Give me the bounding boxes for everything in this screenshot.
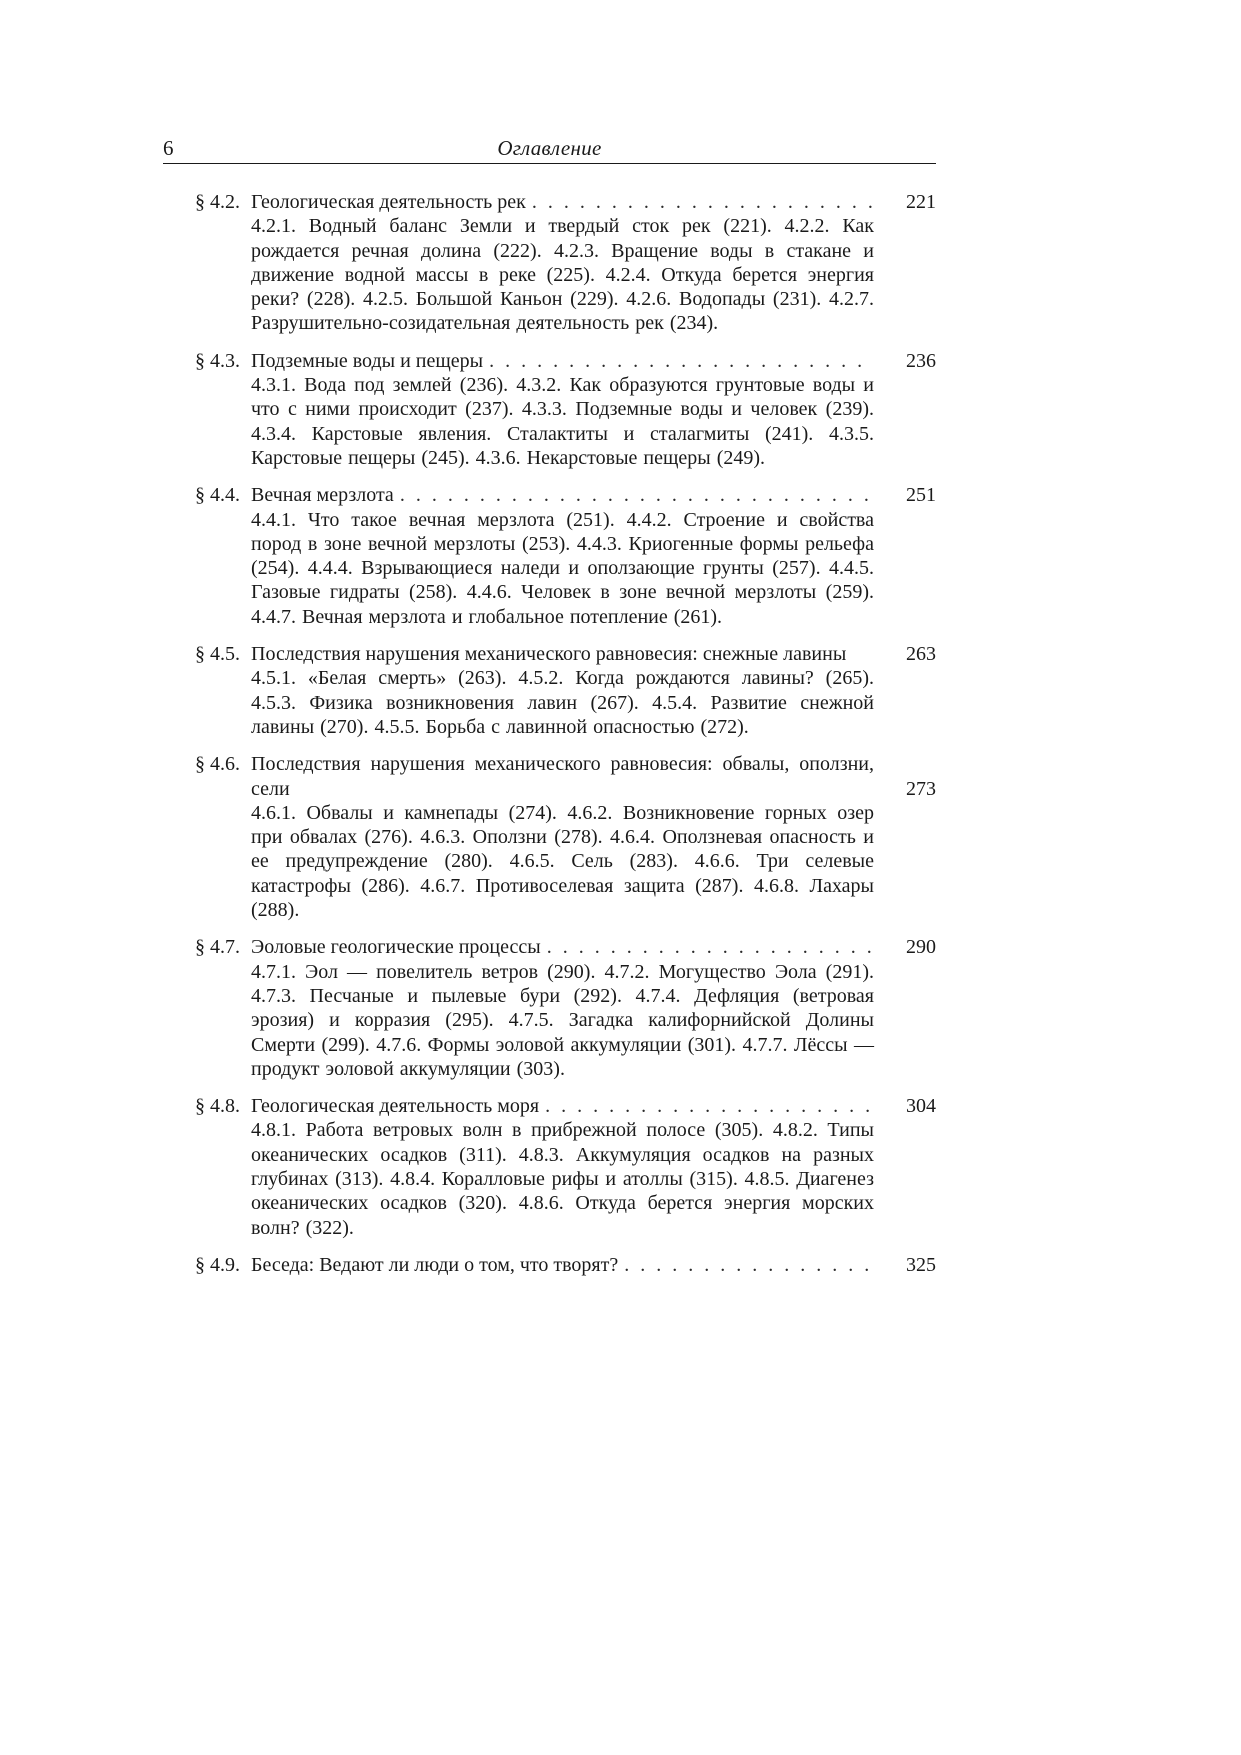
section-title-line[interactable] [251,483,936,507]
toc-entry-4-7 [195,935,936,1081]
dot-leader [532,190,874,214]
section-page: 263 [906,643,936,666]
dot-leader [545,1094,874,1118]
section-title-line[interactable] [251,752,936,801]
toc-entry-4-2 [195,190,936,336]
toc-entry-4-9 [195,1253,936,1277]
section-page: 304 [906,1095,936,1118]
toc-entry-4-3 [195,349,936,470]
section-title: Эоловые геологические процессы [251,936,541,959]
running-title: Оглавление [497,136,602,160]
subsection-list: 4.4.1. Что такое вечная мерзлота (251). 4.4.2. Строение и свойства пород в зоне вечной мерзлоты (253). 4.4.3. Криогенные формы рельефа (254). 4.4.4. Взрывающиеся наледи и оползающие грунты (257). 4.4.5. Газовые гидраты (258). 4.4.6. Человек в зоне вечной мерзлоты (259). 4.4.7. Вечная мерзлота и глобальное потепление (261). [251,508,874,628]
dot-leader [400,483,874,507]
section-title: Последствия нарушения механического равновесия: снежные лавины [251,643,847,666]
toc-entry-4-8 [195,1094,936,1240]
section-page: 290 [906,936,936,959]
dot-leader [624,1253,874,1277]
subsection-list: 4.5.1. «Белая смерть» (263). 4.5.2. Когда рождаются лавины? (265). 4.5.3. Физика возникновения лавин (267). 4.5.4. Развитие снежной лавины (270). 4.5.5. Борьба с лавинной опасностью (272). [251,667,874,738]
subsection-list: 4.6.1. Обвалы и камнепады (274). 4.6.2. Возникновение горных озер при обвалах (276). 4.6.3. Оползни (278). 4.6.4. Оползневая опасность и ее предупреждение (280). 4.6.5. Сель (283). 4.6.6. Три селевые катастрофы (286). 4.6.7. Противоселевая защита (287). 4.6.8. Лахары (288). [251,801,874,922]
toc-entry-4-6 [195,752,936,922]
section-page: 273 [906,777,936,800]
section-title: Беседа: Ведают ли люди о том, что творят? [251,1253,619,1276]
section-number: § 4.9. [195,1253,240,1276]
section-number: § 4.8. [195,1095,240,1118]
section-title-line[interactable] [251,642,936,666]
subsection-list: 4.7.1. Эол — повелитель ветров (290). 4.7.2. Могущество Эола (291). 4.7.3. Песчаные и пылевые бури (292). 4.7.4. Дефляция (ветровая эрозия) и корразия (295). 4.7.5. Загадка калифорнийской Долины Смерти (299). 4.7.6. Формы эоловой аккумуляции (301). 4.7.7. Лёссы — продукт эоловой аккумуляции (303). [251,960,874,1080]
section-page: 221 [906,191,936,213]
table-of-contents [195,190,936,1290]
running-header [163,133,936,164]
toc-entry-4-4 [195,483,936,629]
dot-leader [489,349,874,373]
page-number: 6 [163,136,174,160]
section-number: § 4.3. [195,349,240,372]
section-page: 236 [906,349,936,372]
subsection-list: 4.8.1. Работа ветровых волн в прибрежной полосе (305). 4.8.2. Типы океанических осадков (311). 4.8.3. Аккумуляция осадков на разных глубинах (313). 4.8.4. Коралловые рифы и атоллы (315). 4.8.5. Диагенез океанических осадков (320). 4.8.6. Откуда берется энергия морских волн? (322). [251,1119,874,1239]
dot-leader [547,935,874,959]
section-number: § 4.4. [195,484,240,507]
section-number: § 4.2. [195,191,240,213]
section-number: § 4.6. [195,753,240,776]
section-title: Последствия нарушения механического равновесия: обвалы, оползни, сели [251,753,874,800]
section-page: 325 [906,1253,936,1276]
section-title: Геологическая деятельность моря [251,1095,540,1118]
section-page: 251 [906,484,936,507]
section-title-line[interactable] [251,190,936,214]
section-number: § 4.5. [195,643,240,666]
section-title: Геологическая деятельность рек [251,191,526,213]
section-number: § 4.7. [195,936,240,959]
section-title-line[interactable] [251,1094,936,1118]
section-title: Подземные воды и пещеры [251,349,484,372]
section-title-line[interactable] [251,1253,936,1277]
subsection-list: 4.2.1. Водный баланс Земли и твердый сток рек (221). 4.2.2. Как рождается речная долина (222). 4.2.3. Вращение воды в стакане и движение водной массы в реке (225). 4.2.4. Откуда берется энергия реки? (228). 4.2.5. Большой Каньон (229). 4.2.6. Водопады (231). 4.2.7. Разрушительно-созидательная деятельность рек (234). [251,215,874,335]
section-title: Вечная мерзлота [251,484,394,507]
section-title-line[interactable] [251,349,936,373]
subsection-list: 4.3.1. Вода под землей (236). 4.3.2. Как образуются грунтовые воды и что с ними происходит (237). 4.3.3. Подземные воды и человек (239). 4.3.4. Карстовые явления. Сталактиты и сталагмиты (241). 4.3.5. Карстовые пещеры (245). 4.3.6. Некарстовые пещеры (249). [251,374,874,469]
section-title-line[interactable] [251,935,936,959]
toc-entry-4-5 [195,642,936,739]
